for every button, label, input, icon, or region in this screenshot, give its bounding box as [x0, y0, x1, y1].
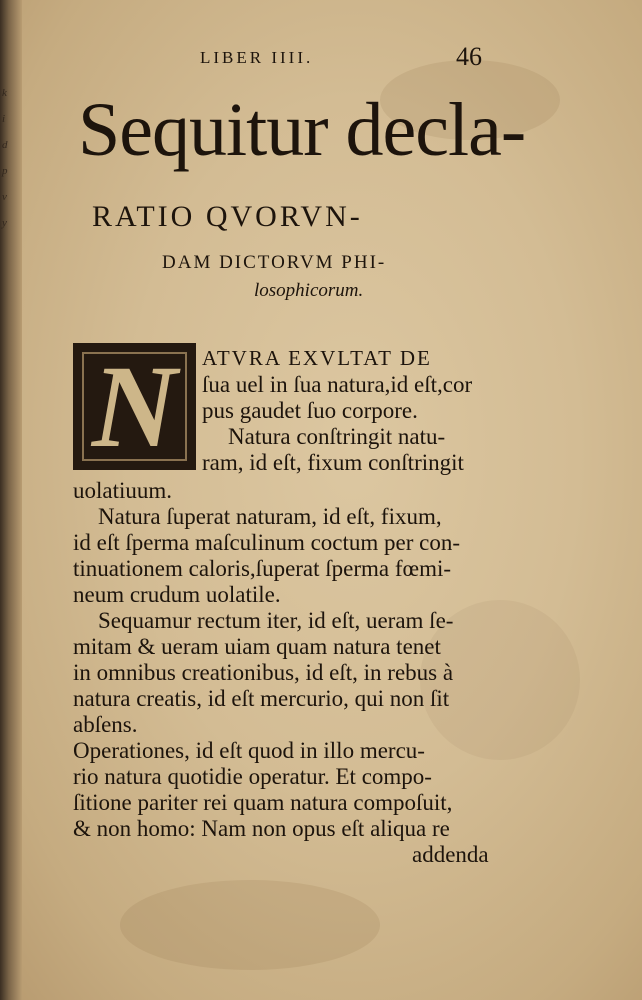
text-line: Natura ſuperat naturam, id eſt, fixum, [98, 504, 442, 529]
chapter-title-line-3: DAM DICTORVM PHI- [162, 252, 387, 273]
chapter-title-line-2: RATIO QVORVN- [92, 200, 363, 233]
text-line: abſens. [73, 712, 138, 737]
text-line: in omnibus creationibus, id eſt, in rebus à [73, 660, 454, 685]
text-line: neum crudum uolatile. [73, 582, 281, 607]
text-line: Sequamur rectum iter, id eſt, ueram ſe- [98, 608, 454, 633]
text-line: & non homo: Nam non opus eſt aliqua re [73, 816, 450, 841]
text-line: ſitione pariter rei quam natura compoſuit, [73, 790, 453, 815]
paper-stain [120, 880, 380, 970]
text-line: uolatiuum. [73, 478, 173, 503]
gutter-marks: k i d p v y [2, 87, 8, 229]
text-line: Operationes, id eſt quod in illo mercu- [73, 738, 425, 763]
chapter-title-line-1: Sequitur decla- [78, 88, 526, 172]
text-line: pus gaudet ſuo corpore. [202, 398, 418, 423]
text-line: natura creatis, id eſt mercurio, qui non ſit [73, 686, 450, 711]
text-line: Natura conſtringit natu- [228, 424, 446, 449]
text-line: id eſt ſperma maſculinum coctum per con- [73, 530, 461, 555]
text-line: tinuationem caloris,ſuperat ſperma fœmi- [73, 556, 452, 581]
text-line: mitam & ueram uiam quam natura tenet [73, 634, 441, 659]
text-line: ATVRA EXVLTAT DE [202, 346, 432, 370]
text-line: ſua uel in ſua natura,id eſt,cor [202, 372, 473, 397]
catchword: addenda [412, 842, 489, 867]
running-title: LIBER IIII. [200, 48, 314, 67]
page-number: 46 [456, 42, 482, 71]
text-line: rio natura quotidie operatur. Et compo- [73, 764, 432, 789]
chapter-title-line-4: losophicorum. [254, 280, 364, 301]
text-line: ram, id eſt, fixum conſtringit [202, 450, 464, 475]
initial-letter: N [91, 343, 178, 470]
decorated-initial [73, 343, 196, 470]
page-gutter [0, 0, 22, 1000]
